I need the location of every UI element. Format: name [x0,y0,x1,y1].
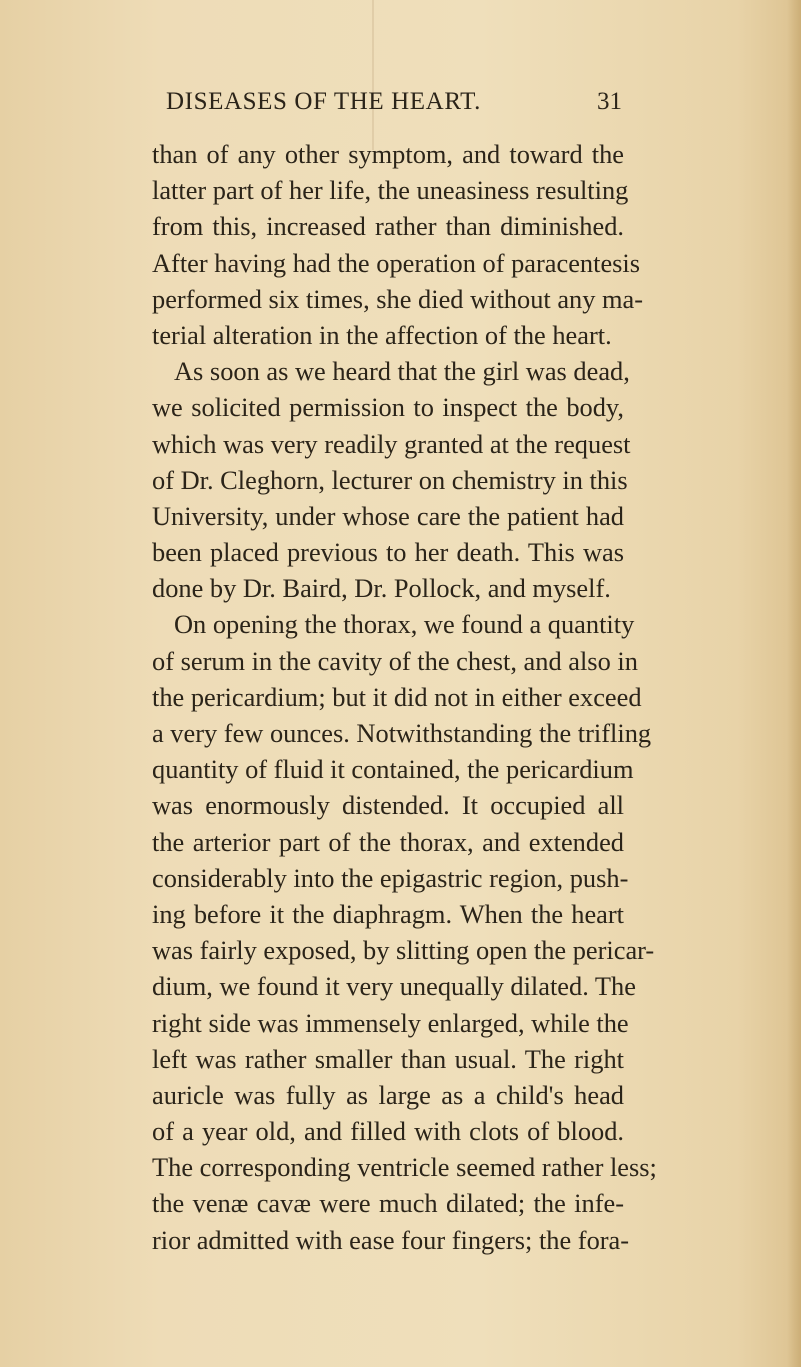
paragraph-start-line: As soon as we heard that the girl was dead, [174,356,630,387]
text-line: which was very readily granted at the request [152,428,631,459]
page-edge-shadow [787,0,801,1367]
paragraph-start-line: On opening the thorax, we found a quantity [174,609,635,640]
page-crease [372,0,374,150]
text-line: rior admitted with ease four fingers; the fora- [152,1224,630,1255]
text-line: than of any other symptom, and toward the [152,139,624,169]
text-line: terial alteration in the affection of the heart. [152,319,612,350]
text-line: left was rather smaller than usual. The right [152,1043,624,1074]
text-line: The corresponding ventricle seemed rather less; [152,1152,657,1183]
text-line: was enormously distended. It occupied all [152,790,624,821]
text-line: been placed previous to her death. This was [152,537,624,568]
page-number: 31 [597,88,622,115]
text-line: a very few ounces. Notwithstanding the trifling [152,718,652,748]
text-line: latter part of her life, the uneasiness resulting [152,175,629,206]
text-line: we solicited permission to inspect the body, [152,392,624,423]
running-header [166,88,622,124]
text-line: done by Dr. Baird, Dr. Pollock, and myself. [152,573,611,604]
text-line: dium, we found it very unequally dilated. The [152,971,636,1002]
text-line: quantity of fluid it contained, the pericardium [152,754,634,785]
text-line: the arterior part of the thorax, and extended [152,826,624,857]
text-line: of serum in the cavity of the chest, and also in [152,645,638,676]
text-line: performed six times, she died without any ma- [152,283,644,314]
text-line: the pericardium; but it did not in either exceed [152,681,642,712]
text-line: of Dr. Cleghorn, lecturer on chemistry in this [152,464,628,495]
text-line: auricle was fully as large as a child's head [152,1079,624,1110]
text-line: of a year old, and filled with clots of blood. [152,1116,624,1147]
text-line: from this, increased rather than diminished. [152,211,624,242]
text-line: ing before it the diaphragm. When the heart [152,898,624,929]
text-line: University, under whose care the patient had [152,500,624,531]
text-line: considerably into the epigastric region, push- [152,862,629,893]
body-text [152,136,657,1258]
text-line: right side was immensely enlarged, while the [152,1007,629,1038]
text-line: the venæ cavæ were much dilated; the infe- [152,1188,624,1219]
running-title: DISEASES OF THE HEART. [166,88,481,115]
text-line: After having had the operation of paracentesis [152,247,641,278]
text-line: was fairly exposed, by slitting open the pericar- [152,935,655,966]
